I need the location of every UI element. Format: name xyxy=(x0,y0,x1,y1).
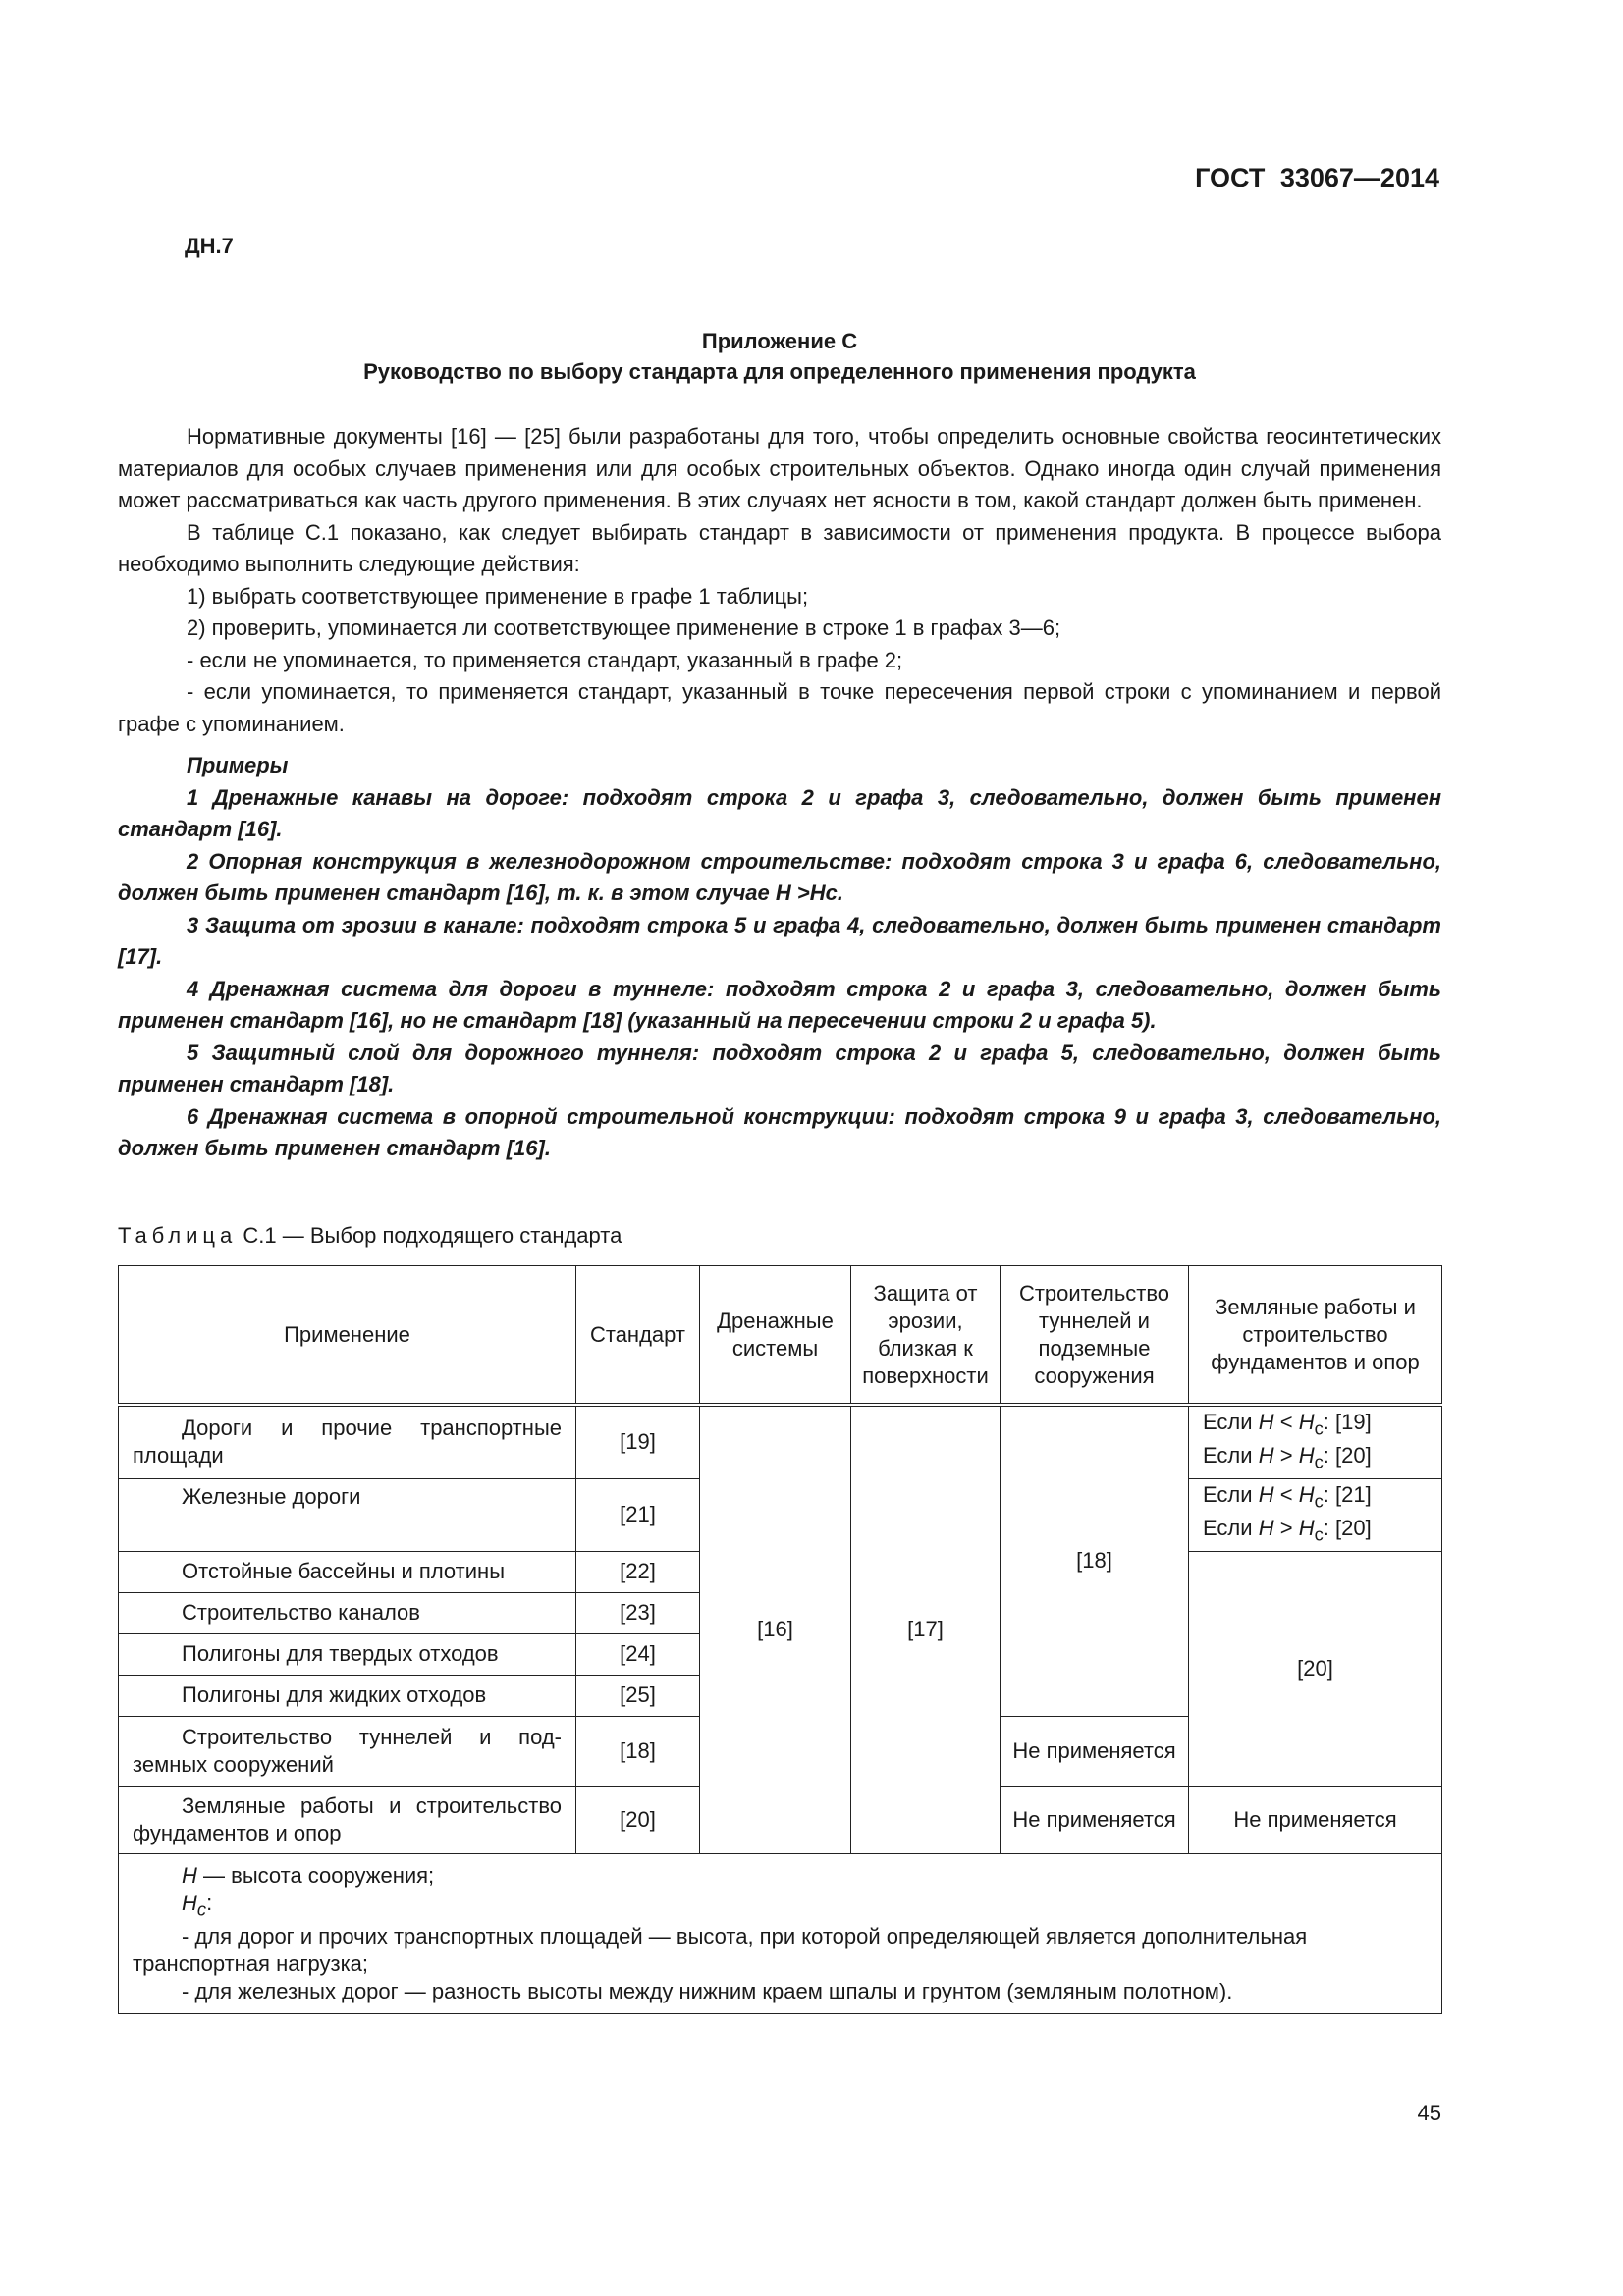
table-notes: H — высота сооружения; $H_c$: - для дорог и прочих транспортных площадей — высота, при которой определяющей является дополнительная транспортная нагрузка; - для железных дорог — разность высоты между нижним краем шпалы и грунтом (земляным полотном). xyxy=(119,1853,1442,2013)
standard-cell: [20] xyxy=(576,1786,700,1853)
col-header: Строительство туннелей и подземные сооружения xyxy=(1001,1266,1189,1406)
standard-cell: [23] xyxy=(576,1592,700,1633)
erosion-cell: [17] xyxy=(851,1405,1001,1853)
example-item: 1 Дренажные канавы на дороге: подходят строка 2 и графа 3, следовательно, должен быть применен стандарт [16]. xyxy=(118,784,1441,841)
paragraph: - если не упоминается, то применяется стандарт, указанный в графе 2; xyxy=(187,647,903,672)
page-number: 45 xyxy=(1417,2101,1441,2125)
standard-cell: [22] xyxy=(576,1551,700,1592)
earthworks-condition-cell: Если $H < H_c$: [19] Если $H > H_c$: [20] xyxy=(1189,1405,1442,1478)
standards-table xyxy=(118,1265,1442,2014)
paragraph: В таблице С.1 показано, как следует выбирать стандарт в зависимости от применения продукта. В процессе выбора необходимо выполнить следующие действия: xyxy=(118,519,1441,576)
application-cell: Строительство туннелей и подземных сооружений xyxy=(119,1716,576,1786)
application-cell: Отстойные бассейны и плотины xyxy=(119,1551,576,1592)
tunnels-na-cell: Не применяется xyxy=(1001,1786,1189,1853)
earthworks-condition-cell: Если $H < H_c$: [21] Если $H > H_c$: [20] xyxy=(1189,1478,1442,1551)
table-notes-row xyxy=(119,1853,1442,2013)
earthworks-na-cell: Не применяется xyxy=(1189,1786,1442,1853)
appendix-title: Руководство по выбору стандарта для определенного применения продукта xyxy=(363,359,1196,384)
standard-cell: [24] xyxy=(576,1633,700,1675)
col-header: Применение xyxy=(119,1266,576,1406)
paragraph: - если упоминается, то применяется стандарт, указанный в точке пересечения первой строки с упоминанием и первой графе с упоминанием. xyxy=(118,679,1441,736)
example-item: 6 Дренажная система в опорной строительной конструкции: подходят строка 9 и графа 3, следовательно, должен быть применен стандарт [16]. xyxy=(118,1103,1441,1160)
tunnels-na-cell: Не применяется xyxy=(1001,1716,1189,1786)
table-header-row xyxy=(119,1266,1442,1406)
table-row xyxy=(119,1405,1442,1478)
paragraph: Нормативные документы [16] — [25] были разработаны для того, чтобы определить основные свойства геосинтетических материалов для особых случаев применения или для особых строительных объектов. Однако иногда один случай применения может рассматриваться как часть другого применения. В этих случаях нет ясности в том, какой стандарт должен быть применен. xyxy=(118,424,1441,512)
col-header: Земляные работы и строительство фундаментов и опор xyxy=(1189,1266,1442,1406)
caption-prefix: Таблица xyxy=(118,1223,238,1248)
example-item: 3 Защита от эрозии в канале: подходят строка 5 и графа 4, следовательно, должен быть применен стандарт [17]. xyxy=(118,912,1441,969)
application-cell: Строительство каналов xyxy=(119,1592,576,1633)
appendix-label: Приложение С xyxy=(701,329,858,353)
appendix-heading xyxy=(118,326,1441,387)
caption-text: С.1 — Выбор подходящего стандарта xyxy=(243,1223,622,1248)
application-cell: Полигоны для твердых отходов xyxy=(119,1633,576,1675)
application-cell: Дороги и прочие транспортные площади xyxy=(119,1405,576,1478)
paragraph: 1) выбрать соответствующее применение в графе 1 таблицы; xyxy=(187,583,809,609)
earthworks-cell: [20] xyxy=(1189,1551,1442,1786)
application-cell: Земляные работы и строительство фундаментов и опор xyxy=(119,1786,576,1853)
paragraph: 2) проверить, упоминается ли соответствующее применение в строке 1 в графах 3—6; xyxy=(187,615,1061,640)
example-item: 5 Защитный слой для дорожного туннеля: подходят строка 2 и графа 5, следовательно, должен быть применен стандарт [18]. xyxy=(118,1040,1441,1096)
example-item: 4 Дренажная система для дороги в туннеле: подходят строка 2 и графа 3, следовательно, должен быть применен стандарт [16], но не стандарт [18] (указанный на пересечении строки 2 и графа 5). xyxy=(118,976,1441,1033)
col-header: Дренажные системы xyxy=(700,1266,851,1406)
note-line: - для дорог и прочих транспортных площадей — высота, при которой определяющей является дополнительная транспортная нагрузка; xyxy=(133,1923,1308,1976)
note-line: - для железных дорог — разность высоты между нижним краем шпалы и грунтом (земляным полотном). xyxy=(182,1978,1233,2003)
document-code: ГОСТ 33067—2014 xyxy=(1195,163,1439,192)
application-cell: Полигоны для жидких отходов xyxy=(119,1675,576,1716)
table-caption xyxy=(118,1223,622,1249)
examples-heading: Примеры xyxy=(187,753,289,777)
tunnels-cell: [18] xyxy=(1001,1405,1189,1716)
col-header: Стандарт xyxy=(576,1266,700,1406)
standard-cell: [21] xyxy=(576,1478,700,1551)
drainage-cell: [16] xyxy=(700,1405,851,1853)
standard-cell: [25] xyxy=(576,1675,700,1716)
standard-cell: [19] xyxy=(576,1405,700,1478)
col-header: Защита от эрозии, близкая к поверхности xyxy=(851,1266,1001,1406)
body-text xyxy=(118,421,1441,1165)
standard-cell: [18] xyxy=(576,1716,700,1786)
section-code: ДН.7 xyxy=(185,234,234,258)
example-item: 2 Опорная конструкция в железнодорожном строительстве: подходят строка 3 и графа 6, следовательно, должен быть применен стандарт [16], т. к. в этом случае H >Hc. xyxy=(118,848,1441,905)
application-cell: Железные дороги xyxy=(119,1478,576,1551)
